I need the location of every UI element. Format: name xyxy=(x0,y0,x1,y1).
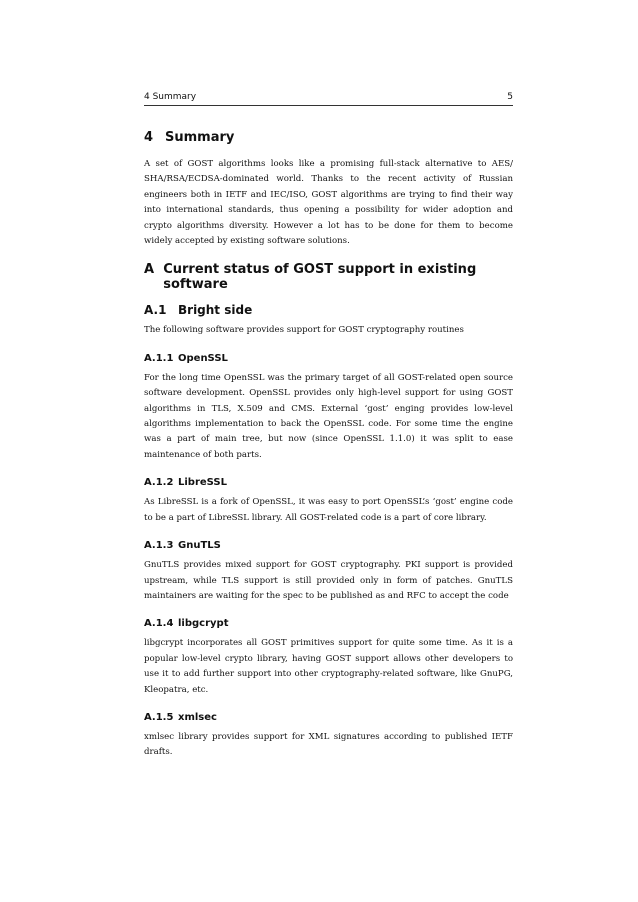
appendix-heading xyxy=(144,262,513,292)
subsubsection-number: A.1.5 xyxy=(144,711,174,723)
subsection-heading-bright-side xyxy=(144,303,513,317)
subsubsection-title: OpenSSL xyxy=(178,352,228,364)
subsubsection-heading-gnutls xyxy=(144,540,513,551)
xmlsec-paragraph: xmlsec library provides support for XML signatures according to published IETF drafts. xyxy=(144,731,513,758)
running-header-section: 4 Summary xyxy=(144,92,197,102)
subsubsection-heading-libressl xyxy=(144,477,513,488)
libgcrypt-paragraph: libgcrypt incorporates all GOST primitives support for quite some time. As it is a popular low-level crypto library, having GOST support allows other developers to use it to add further support into other cryptography-related software, like GnuPG, Kleopatra, etc. xyxy=(144,638,513,695)
subsubsection-number: A.1.1 xyxy=(144,352,174,364)
subsubsection-heading-xmlsec xyxy=(144,712,513,723)
running-header xyxy=(144,92,513,106)
summary-paragraph: A set of GOST algorithms looks like a promising full-stack alternative to AES/ SHA/RSA/ECDSA-dominated world. Thanks to the recent activity of Russian engineers both in IETF and IEC/ISO, GOST algorithms are trying to find their way into international standards, thus opening a possibility for wider adoption and crypto algorithms diversity. However a lot has to be done for them to become widely accepted by existing software solutions. xyxy=(144,159,513,247)
subsubsection-title: libgcrypt xyxy=(178,618,229,630)
subsubsection-title: LibreSSL xyxy=(178,477,227,489)
page-number: 5 xyxy=(507,92,513,102)
openssl-paragraph: For the long time OpenSSL was the primary target of all GOST-related open source software development. OpenSSL provides only high-level support for using GOST algorithms in TLS, X.509 and CMS. External ‘gost’ enging provides low-level algorithms implementation to back the OpenSSL code. For some time the engine was a part of main tree, but now (since OpenSSL 1.1.0) it was split to ease maintenance of both parts. xyxy=(144,372,513,460)
paper-page xyxy=(144,92,513,761)
subsection-number: A.1 xyxy=(144,303,167,318)
libressl-paragraph: As LibreSSL is a fork of OpenSSL, it was easy to port OpenSSL’s ‘gost’ engine code to be a part of LibreSSL library. All GOST-related code is a part of core library. xyxy=(144,497,513,523)
subsubsection-heading-openssl xyxy=(144,353,513,364)
section-number: 4 xyxy=(144,130,154,145)
subsubsection-number: A.1.3 xyxy=(144,540,174,552)
subsubsection-title: GnuTLS xyxy=(178,540,221,552)
bright-side-intro: The following software provides support for GOST cryptography routines xyxy=(144,325,464,336)
subsubsection-heading-libgcrypt xyxy=(144,618,513,629)
appendix-title: Current status of GOST support in existing software xyxy=(163,262,477,293)
section-heading-summary xyxy=(144,130,513,145)
appendix-number: A xyxy=(144,262,155,278)
subsubsection-title: xmlsec xyxy=(178,711,217,723)
gnutls-paragraph: GnuTLS provides mixed support for GOST cryptography. PKI support is provided upstream, while TLS support is still provided only in form of patches. GnuTLS maintainers are waiting for the spec to be published as and RFC to accept the code xyxy=(144,560,513,601)
subsubsection-number: A.1.4 xyxy=(144,618,174,630)
section-title: Summary xyxy=(165,130,235,145)
subsection-title: Bright side xyxy=(178,303,253,318)
subsubsection-number: A.1.2 xyxy=(144,477,174,489)
